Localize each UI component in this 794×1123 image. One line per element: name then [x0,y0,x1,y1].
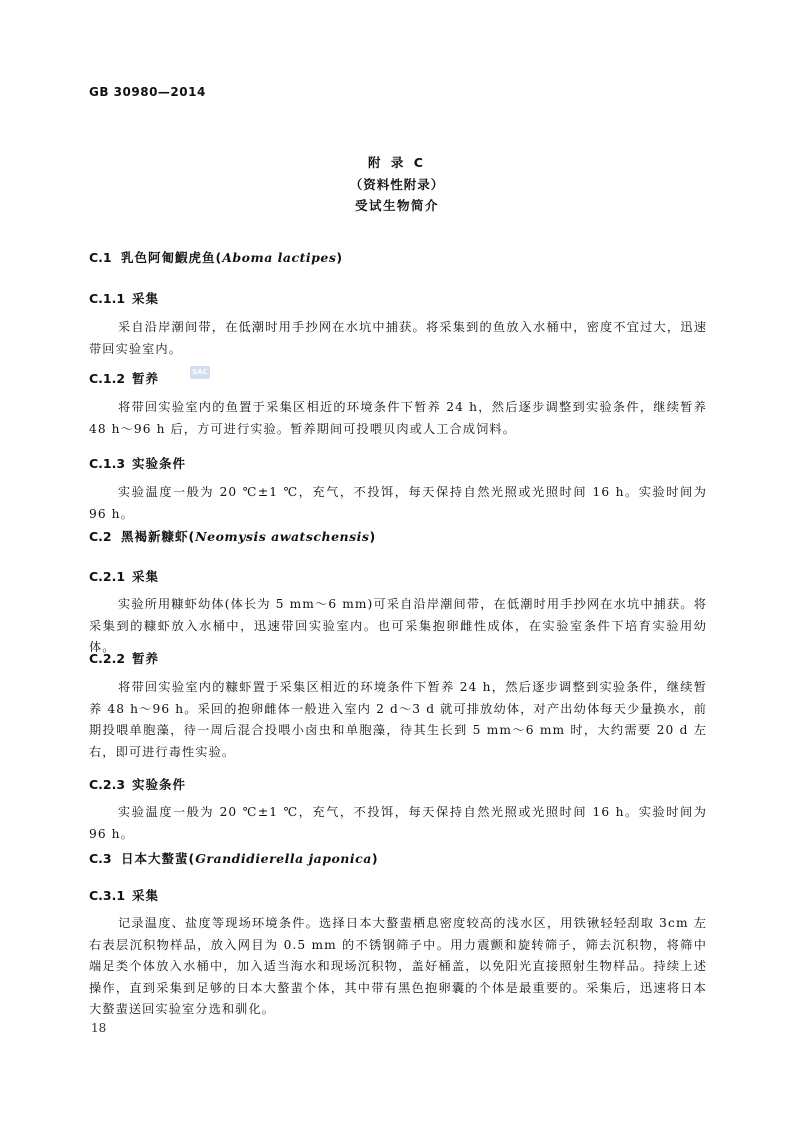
section-heading-c2-3: C.2.3 实验条件 [89,777,187,792]
section-title: 乳色阿匍鰕虎鱼( [121,250,223,265]
paragraph-c3-1: 记录温度、盐度等现场环境条件。选择日本大螯蜚栖息密度较高的浅水区，用铁锹轻轻刮取 3cm 左右表层沉积物样品，放入网目为 0.5 mm 的不锈钢筛子中。用力震颤和旋转筛子，筛去沉积物，将筛中端足类个体放入水桶中，加入适当海水和现场沉积物，盖好桶盖，以免阳光直接照射生物样品。持续上述操作，直到采集到足够的日本大螯蜚个体，其中带有黑色抱卵囊的个体是最重要的。采集后，迅速将日本大螯蜚送回实验室分选和驯化。 [89,916,707,1016]
paragraph-c1-2: 将带回实验室内的鱼置于采集区相近的环境条件下暂养 24 h，然后逐步调整到实验条件，继续暂养 48 h～96 h 后，方可进行实验。暂养期间可投喂贝肉或人工合成饲料。 [89,400,707,436]
appendix-title: 附 录 C [368,155,426,170]
species-latin-name: Neomysis awatschensis [195,529,370,544]
section-heading-c3: C.3 日本大螯蜚(Grandidierella japonica) [89,851,379,866]
paragraph-c1-1: 采自沿岸潮间带，在低潮时用手抄网在水坑中捕获。将采集到的鱼放入水桶中，密度不宜过大，迅速带回实验室内。 [89,320,707,356]
section-heading-c1-3: C.1.3 实验条件 [89,456,187,471]
section-heading-c3-1: C.3.1 采集 [89,888,160,903]
section-heading-c2-1: C.2.1 采集 [89,569,160,584]
section-heading-c2-2: C.2.2 暂养 [89,651,160,666]
paragraph-c2-2: 将带回实验室内的糠虾置于采集区相近的环境条件下暂养 24 h，然后逐步调整到实验条件，继续暂养 48 h～96 h。采回的抱卵雌体一般进入室内 2 d～3 d 就可排放幼体，对产出幼体每天少量换水，前期投喂单胞藻，待一周后混合投喂小卤虫和单胞藻，待其生长到 5 mm～6 mm 时，大约需要 20 d 左右，即可进行毒性实验。 [89,680,707,759]
section-heading-c1: C.1 乳色阿匍鰕虎鱼(Aboma lactipes) [89,250,344,265]
species-latin-name: Aboma lactipes [222,250,337,265]
standard-number: GB 30980—2014 [89,85,206,99]
sac-watermark-logo: SAC [190,366,210,379]
section-heading-c1-2: C.1.2 暂养 [89,371,160,386]
species-latin-name: Grandidierella japonica [195,851,372,866]
appendix-type: （资料性附录） [349,177,445,192]
paragraph-c2-3: 实验温度一般为 20 ℃±1 ℃，充气，不投饵，每天保持自然光照或光照时间 16 h。实验时间为 96 h。 [89,805,707,841]
paragraph-c1-3: 实验温度一般为 20 ℃±1 ℃，充气，不投饵，每天保持自然光照或光照时间 16 h。实验时间为 96 h。 [89,485,707,521]
appendix-subtitle: 受试生物简介 [354,198,439,213]
section-number: C.1 [89,250,112,265]
section-heading-c1-1: C.1.1 采集 [89,291,160,306]
section-heading-c2: C.2 黑褐新糠虾(Neomysis awatschensis) [89,529,377,544]
paragraph-c2-1: 实验所用糠虾幼体(体长为 5 mm～6 mm)可采自沿岸潮间带，在低潮时用手抄网在水坑中捕获。将采集到的糠虾放入水桶中，迅速带回实验室内。也可采集抱卵雌性成体，在实验室条件下培育实验用幼体。 [89,597,707,654]
page-number: 18 [91,1021,107,1035]
